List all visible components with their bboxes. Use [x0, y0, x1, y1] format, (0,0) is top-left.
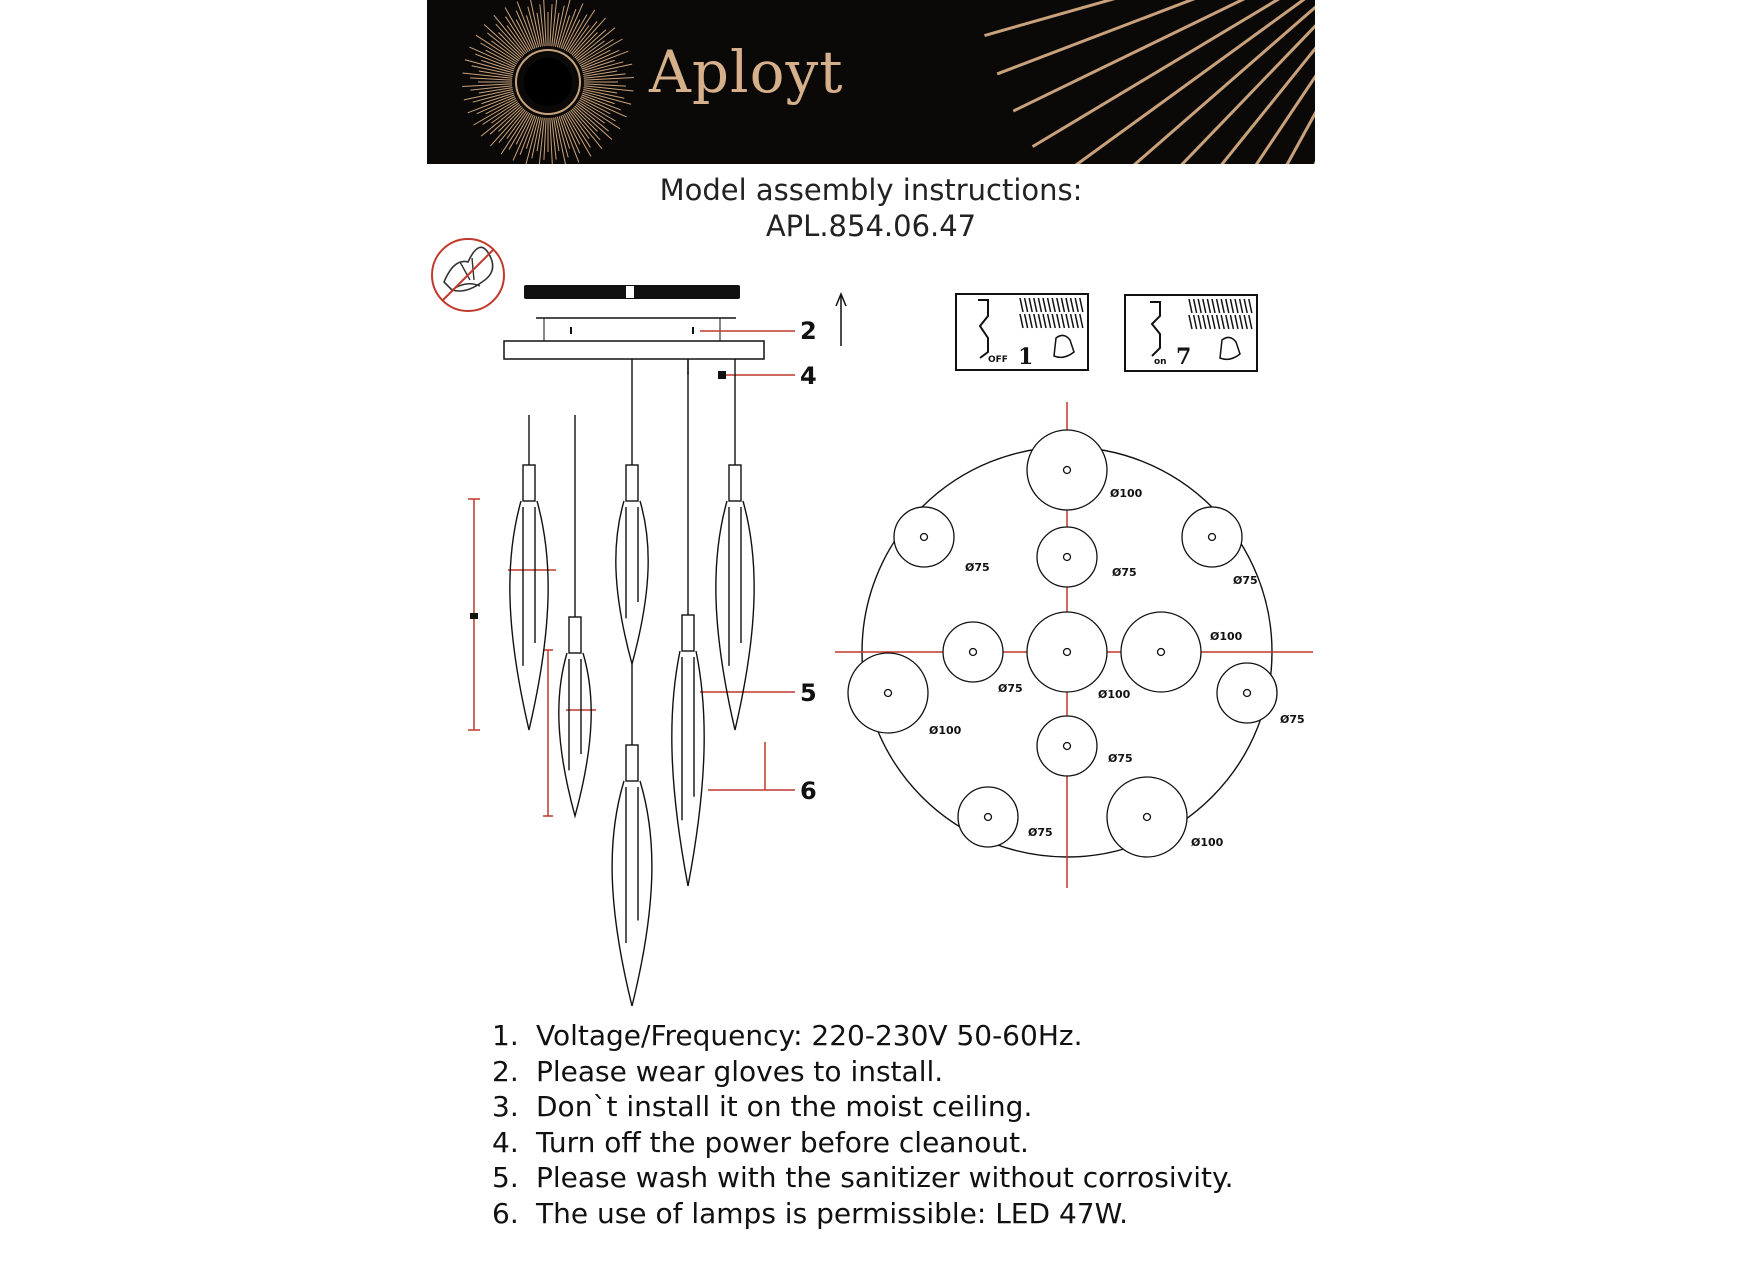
hole-label: Ø100: [1110, 487, 1143, 500]
hole-label: Ø75: [1028, 826, 1053, 839]
hole-label: Ø100: [929, 724, 962, 737]
callout-5: 5: [800, 679, 817, 707]
gloves-warning-icon: [432, 239, 504, 311]
hole-label: Ø75: [1108, 752, 1133, 765]
list-item: 6. The use of lamps is permissible: LED 47W.: [492, 1196, 1128, 1230]
hole-label: Ø100: [1098, 688, 1131, 701]
hole-label: Ø100: [1210, 630, 1243, 643]
list-item: 5. Please wash with the sanitizer without corrosivity.: [492, 1161, 1234, 1194]
list-item: 1. Voltage/Frequency: 220-230V 50-60Hz.: [492, 1019, 1083, 1052]
instructions-list: [492, 1018, 1233, 1231]
switch-number-7: 7: [1176, 344, 1192, 370]
hole-label: Ø75: [1233, 574, 1258, 587]
hole-label: Ø75: [998, 682, 1023, 695]
ceiling-canopy: [504, 285, 764, 379]
hole-label: Ø100: [1191, 836, 1224, 849]
list-item: 3. Don`t install it on the moist ceiling.: [492, 1090, 1033, 1123]
callout-2: 2: [800, 317, 817, 345]
list-item: 2. Please wear gloves to install.: [492, 1054, 944, 1088]
page-title: Model assembly instructions:: [659, 173, 1083, 207]
switch-panel-on: [1125, 295, 1257, 371]
brand-logo: Aployt: [649, 38, 844, 106]
callout-4: 4: [800, 362, 817, 390]
up-arrow-icon: [836, 294, 846, 346]
model-number: APL.854.06.47: [765, 209, 977, 243]
list-item: 4. Turn off the power before cleanout.: [492, 1125, 1029, 1159]
hole-label: Ø75: [965, 561, 990, 574]
switch-state-on: on: [1154, 357, 1167, 367]
switch-panel-off: [956, 294, 1088, 370]
switch-number-1: 1: [1018, 344, 1034, 370]
callout-6: 6: [800, 777, 817, 805]
hole-label: Ø75: [1112, 566, 1137, 579]
hole-label: Ø75: [1280, 713, 1305, 726]
switch-state-off: OFF: [988, 355, 1008, 365]
top-view-layout: [835, 402, 1313, 888]
